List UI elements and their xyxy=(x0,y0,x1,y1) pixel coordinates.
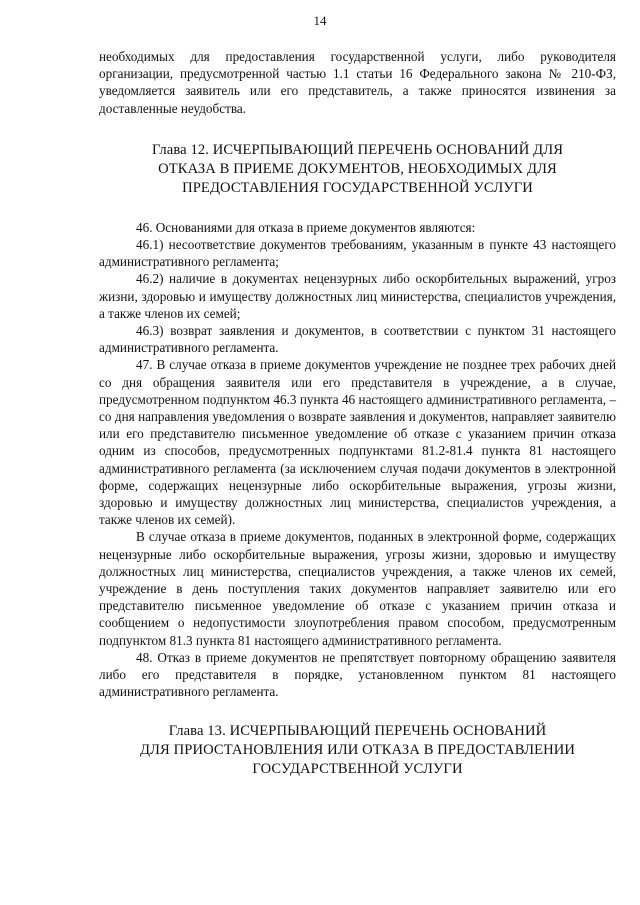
paragraph-47: 47. В случае отказа в приеме документов учреждение не позднее трех рабочих дней со дня обращения заявителя или его представителя в учреждение, а в случае, предусмотренном подпунктом 46.3 пункта 46 настоящего административного регламента, – со дня направления уведомления о возврате заявления и документов, направляет заявителю или его представителю письменное уведомление об отказе с указанием причин отказа одним из способов, предусмотренных подпунктами 81.2-81.4 пункта 81 настоящего административного регламента (за исключением случая подачи документов в электронной форме, содержащих нецензурные либо оскорбительные выражения, угрозы жизни, здоровью и имуществу должностных лиц министерства, специалистов учреждения, а также членов их семей). xyxy=(99,357,616,528)
chapter-12-heading xyxy=(99,141,616,198)
paragraph-46-2: 46.2) наличие в документах нецензурных либо оскорбительных выражений, угроз жизни, здоровью и имуществу должностных лиц министерства, специалистов учреждения, а также членов их семей; xyxy=(99,271,616,321)
paragraph-46-3: 46.3) возврат заявления и документов, в соответствии с пунктом 31 настоящего административного регламента. xyxy=(99,323,616,356)
chapter-12-heading-line: ОТКАЗА В ПРИЕМЕ ДОКУМЕНТОВ, НЕОБХОДИМЫХ ДЛЯ xyxy=(158,160,557,177)
chapter-13-heading-line: ГОСУДАРСТВЕННОЙ УСЛУГИ xyxy=(252,760,463,777)
chapter-13-heading xyxy=(99,722,616,779)
page-number: 14 xyxy=(313,13,327,28)
chapter-12-heading-line: Глава 12. ИСЧЕРПЫВАЮЩИЙ ПЕРЕЧЕНЬ ОСНОВАНИЙ ДЛЯ xyxy=(151,141,564,158)
chapter-13-heading-line: Глава 13. ИСЧЕРПЫВАЮЩИЙ ПЕРЕЧЕНЬ ОСНОВАНИЙ xyxy=(168,722,547,739)
page-content xyxy=(99,48,616,779)
chapter-13-heading-line: ДЛЯ ПРИОСТАНОВЛЕНИЯ ИЛИ ОТКАЗА В ПРЕДОСТАВЛЕНИИ xyxy=(139,741,575,758)
chapter-12-heading-line: ПРЕДОСТАВЛЕНИЯ ГОСУДАРСТВЕННОЙ УСЛУГИ xyxy=(182,179,533,196)
paragraph-46: 46. Основаниями для отказа в приеме документов являются: xyxy=(136,219,476,235)
intro-paragraph: необходимых для предоставления государственной услуги, либо руководителя организации, предусмотренной частью 1.1 статьи 16 Федерального закона № 210-ФЗ, уведомляется заявитель или его представитель, а также приносятся извинения за доставленные неудобства. xyxy=(99,49,616,116)
paragraph-48: 48. Отказ в приеме документов не препятствует повторному обращению заявителя либо его представителя в порядке, установленном пунктом 81 настоящего административного регламента. xyxy=(99,649,616,700)
paragraph-47-electronic: В случае отказа в приеме документов, поданных в электронной форме, содержащих нецензурные либо оскорбительные выражения, угрозы жизни, здоровью и имуществу должностных лиц министерства, специалистов учреждения, а также членов их семей, учреждение в день поступления таких документов направляет заявителю или его представителю письменное уведомление об отказе с указанием причин отказа и сообщением о недопустимости злоупотребления правом способом, предусмотренным подпунктом 81.3 пункта 81 настоящего административного регламента. xyxy=(99,529,616,648)
paragraph-46-1: 46.1) несоответствие документов требованиям, указанным в пункте 43 настоящего административного регламента; xyxy=(99,237,616,270)
